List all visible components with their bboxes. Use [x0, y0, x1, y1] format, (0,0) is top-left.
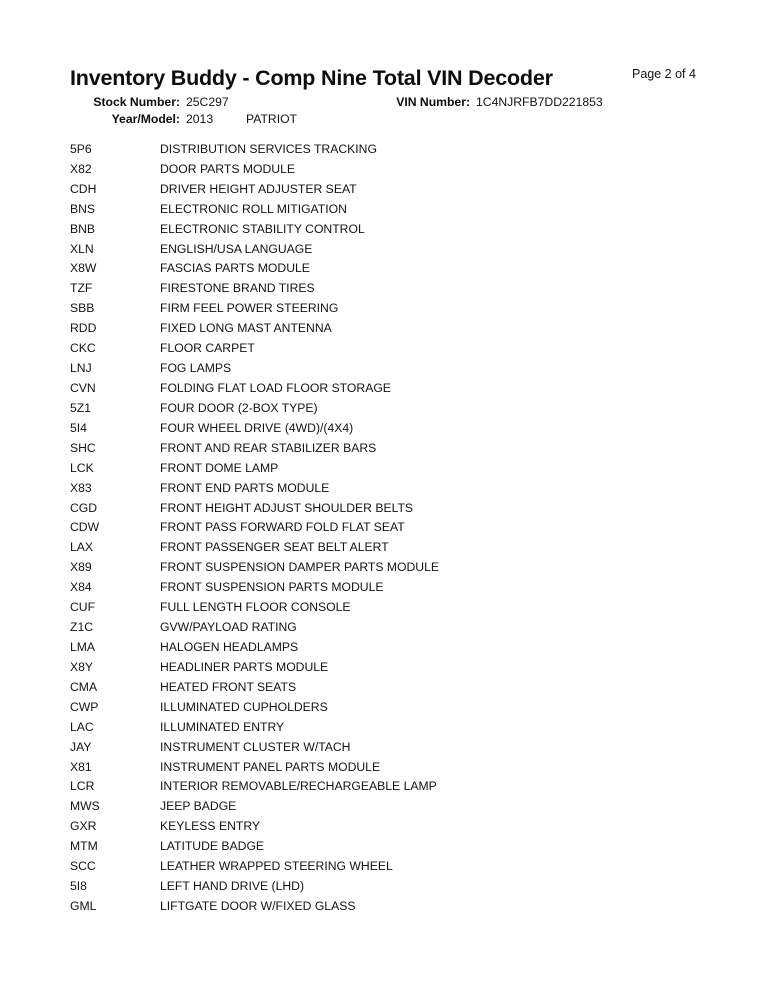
- option-row: [70, 458, 710, 478]
- option-code: 5I8: [70, 879, 87, 894]
- option-code: CKC: [70, 341, 96, 356]
- option-description: FRONT SUSPENSION PARTS MODULE: [160, 580, 384, 595]
- option-code: SHC: [70, 440, 96, 455]
- option-code: MTM: [70, 839, 98, 854]
- option-code: LCR: [70, 779, 95, 794]
- option-code: LAX: [70, 540, 94, 555]
- option-row: [70, 259, 710, 279]
- option-row: [70, 557, 710, 577]
- option-row: [70, 537, 710, 557]
- option-row: [70, 836, 710, 856]
- option-code: GML: [70, 898, 97, 913]
- option-code: CDH: [70, 181, 97, 196]
- option-code: BNS: [70, 201, 96, 216]
- vin-number-value: 1C4NJRFB7DD221853: [476, 95, 603, 109]
- option-code: 5Z1: [70, 400, 92, 415]
- page-number-indicator: Page 2 of 4: [632, 67, 696, 81]
- option-description: FULL LENGTH FLOOR CONSOLE: [160, 600, 351, 615]
- option-description: FRONT HEIGHT ADJUST SHOULDER BELTS: [160, 500, 414, 515]
- option-description: INTERIOR REMOVABLE/RECHARGEABLE LAMP: [160, 779, 437, 794]
- option-code: RDD: [70, 321, 97, 336]
- option-description: DOOR PARTS MODULE: [160, 161, 295, 176]
- option-description: FRONT AND REAR STABILIZER BARS: [160, 440, 377, 455]
- option-row: [70, 697, 710, 717]
- option-code: X84: [70, 580, 92, 595]
- option-row: [70, 597, 710, 617]
- option-description: FIRM FEEL POWER STEERING: [160, 301, 339, 316]
- option-row: [70, 219, 710, 239]
- option-code: CMA: [70, 679, 98, 694]
- stock-number-label: Stock Number:: [93, 95, 180, 109]
- year-value: 2013: [186, 112, 214, 126]
- option-code: LMA: [70, 640, 96, 654]
- option-row: [70, 637, 710, 657]
- option-description: FOUR DOOR (2-BOX TYPE): [160, 400, 318, 415]
- option-row: [70, 657, 710, 677]
- option-code: MWS: [70, 799, 100, 814]
- option-description: FOLDING FLAT LOAD FLOOR STORAGE: [160, 381, 391, 396]
- vin-number-label: VIN Number:: [396, 95, 470, 109]
- option-description: FLOOR CARPET: [160, 341, 255, 356]
- option-row: [70, 378, 710, 398]
- option-code: CUF: [70, 600, 96, 615]
- option-row: [70, 139, 710, 159]
- option-description: JEEP BADGE: [160, 799, 237, 814]
- option-row: [70, 438, 710, 458]
- option-code: JAY: [70, 739, 92, 754]
- option-code: LNJ: [70, 361, 92, 376]
- option-row: [70, 478, 710, 498]
- option-description: ILLUMINATED CUPHOLDERS: [160, 699, 328, 714]
- option-description: LATITUDE BADGE: [160, 839, 265, 854]
- option-description: INSTRUMENT CLUSTER W/TACH: [160, 739, 351, 754]
- option-description: FRONT PASS FORWARD FOLD FLAT SEAT: [160, 520, 405, 535]
- option-code: XLN: [70, 241, 94, 256]
- option-description: DRIVER HEIGHT ADJUSTER SEAT: [160, 181, 357, 196]
- option-row: [70, 298, 710, 318]
- option-description: GVW/PAYLOAD RATING: [160, 620, 297, 635]
- stock-number-value: 25C297: [186, 95, 229, 109]
- option-row: [70, 876, 710, 896]
- option-description: LEATHER WRAPPED STEERING WHEEL: [160, 859, 393, 874]
- option-description: ILLUMINATED ENTRY: [160, 719, 285, 734]
- option-description: ENGLISH/USA LANGUAGE: [160, 241, 313, 256]
- option-row: [70, 737, 710, 757]
- option-row: [70, 777, 710, 797]
- option-description: FRONT SUSPENSION DAMPER PARTS MODULE: [160, 560, 440, 575]
- option-description: FOUR WHEEL DRIVE (4WD)/(4X4): [160, 420, 354, 435]
- option-row: [70, 856, 710, 876]
- option-row: [70, 896, 710, 916]
- option-description: FRONT DOME LAMP: [160, 460, 279, 475]
- option-row: [70, 577, 710, 597]
- option-row: [70, 338, 710, 358]
- option-code: SCC: [70, 859, 96, 874]
- option-row: [70, 796, 710, 816]
- year-model-label: Year/Model:: [111, 112, 180, 126]
- option-description: FOG LAMPS: [160, 361, 232, 376]
- option-description: LIFTGATE DOOR W/FIXED GLASS: [160, 898, 356, 913]
- option-row: [70, 159, 710, 179]
- option-description: DISTRIBUTION SERVICES TRACKING: [160, 141, 377, 156]
- option-row: [70, 757, 710, 777]
- option-row: [70, 518, 710, 538]
- option-row: [70, 358, 710, 378]
- option-code: GXR: [70, 819, 97, 834]
- option-code: X82: [70, 161, 92, 176]
- option-row: [70, 199, 710, 219]
- option-code: X81: [70, 759, 92, 774]
- options-list: [70, 139, 710, 916]
- option-code: BNB: [70, 221, 96, 236]
- option-row: [70, 398, 710, 418]
- option-description: HEADLINER PARTS MODULE: [160, 659, 329, 674]
- option-description: HEATED FRONT SEATS: [160, 679, 297, 694]
- option-code: X83: [70, 480, 92, 495]
- option-description: FIXED LONG MAST ANTENNA: [160, 321, 332, 336]
- option-code: 5I4: [70, 420, 87, 435]
- option-code: CVN: [70, 381, 96, 396]
- page-title: Inventory Buddy - Comp Nine Total VIN Decoder: [70, 66, 553, 90]
- option-description: FASCIAS PARTS MODULE: [160, 261, 310, 276]
- option-code: CDW: [70, 520, 100, 535]
- option-row: [70, 717, 710, 737]
- option-description: LEFT HAND DRIVE (LHD): [160, 879, 305, 894]
- option-code: LCK: [70, 460, 94, 475]
- option-code: 5P6: [70, 141, 92, 156]
- option-code: SBB: [70, 301, 95, 316]
- option-code: CWP: [70, 699, 99, 714]
- option-row: [70, 239, 710, 259]
- option-row: [70, 617, 710, 637]
- option-description: ELECTRONIC ROLL MITIGATION: [160, 201, 347, 216]
- option-row: [70, 318, 710, 338]
- option-code: X8W: [70, 261, 97, 276]
- option-row: [70, 816, 710, 836]
- option-description: FRONT END PARTS MODULE: [160, 480, 330, 495]
- option-description: KEYLESS ENTRY: [160, 819, 261, 834]
- model-value: PATRIOT: [246, 112, 298, 126]
- option-code: CGD: [70, 500, 98, 515]
- option-code: X8Y: [70, 659, 94, 674]
- option-code: LAC: [70, 719, 94, 734]
- option-description: ELECTRONIC STABILITY CONTROL: [160, 221, 365, 236]
- option-code: X89: [70, 560, 92, 575]
- option-description: HALOGEN HEADLAMPS: [160, 640, 299, 654]
- option-row: [70, 278, 710, 298]
- option-row: [70, 418, 710, 438]
- option-row: [70, 677, 710, 697]
- option-code: Z1C: [70, 620, 94, 635]
- option-row: [70, 179, 710, 199]
- option-row: [70, 498, 710, 518]
- option-description: FIRESTONE BRAND TIRES: [160, 281, 315, 296]
- option-description: INSTRUMENT PANEL PARTS MODULE: [160, 759, 381, 774]
- option-code: TZF: [70, 281, 93, 296]
- option-description: FRONT PASSENGER SEAT BELT ALERT: [160, 540, 389, 555]
